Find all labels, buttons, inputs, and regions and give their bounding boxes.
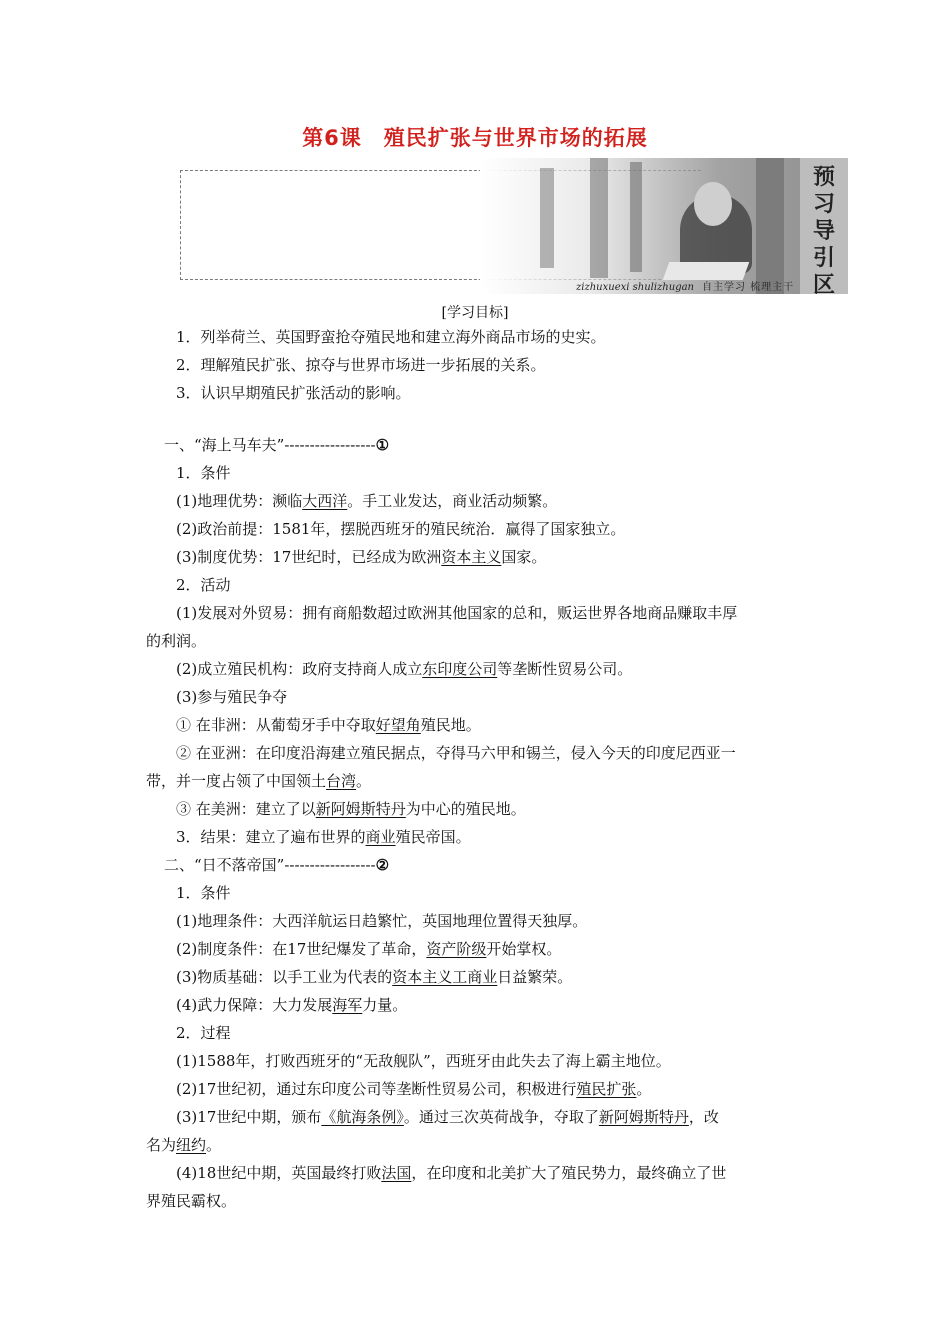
subheading: 2．过程 (176, 1024, 231, 1042)
section-2-heading: 二、“日不落帝国”------------------② (164, 856, 390, 874)
text-line: 名为纽约。 (146, 1136, 222, 1154)
text-line: (3)制度优势：17世纪时，已经成为欧洲资本主义国家。 (176, 548, 547, 566)
objectives-heading: [学习目标] (441, 305, 509, 321)
answer-blank: 法国 (381, 1164, 412, 1182)
banner-side-text: 预 习 导 引 区 (812, 165, 835, 298)
text-line: ③ 在美洲：建立了以新阿姆斯特丹为中心的殖民地。 (176, 800, 526, 818)
text-line: 3．结果：建立了遍布世界的商业殖民帝国。 (176, 828, 471, 846)
text-line: 带，并一度占领了中国领土台湾。 (146, 772, 372, 790)
subheading: 2．活动 (176, 576, 231, 594)
text-line: (2)17世纪初，通过东印度公司等垄断性贸易公司，积极进行殖民扩张。 (176, 1080, 652, 1098)
text-line: (1)地理优势：濒临大西洋。手工业发达，商业活动频繁。 (176, 492, 558, 510)
text-line: (2)制度条件：在17世纪爆发了革命，资产阶级开始掌权。 (176, 940, 562, 958)
page-title: 第6课 殖民扩张与世界市场的拓展 (302, 126, 648, 150)
answer-blank: 纽约 (176, 1136, 207, 1154)
text-line: (3)参与殖民争夺 (176, 688, 288, 706)
text-line: (3)17世纪中期，颁布《航海条例》。通过三次英荷战争，夺取了新阿姆斯特丹，改 (176, 1108, 719, 1126)
answer-blank: 新阿姆斯特丹 (598, 1108, 689, 1126)
answer-blank: 商业 (365, 828, 396, 846)
answer-blank: 殖民扩张 (576, 1080, 637, 1098)
text-line: ① 在非洲：从葡萄牙手中夺取好望角殖民地。 (176, 716, 481, 734)
text-line: 界殖民霸权。 (146, 1192, 237, 1210)
answer-blank: 大西洋 (302, 492, 348, 510)
section-1-heading: 一、“海上马车夫”------------------① (164, 436, 390, 454)
answer-blank: 《航海条例》 (321, 1108, 404, 1126)
text-line: (1)发展对外贸易：拥有商船数超过欧洲其他国家的总和，贩运世界各地商品赚取丰厚 (176, 604, 738, 622)
text-line: (1)地理条件：大西洋航运日趋繁忙，英国地理位置得天独厚。 (176, 912, 588, 930)
answer-blank: 资产阶级 (426, 940, 487, 958)
text-line: ② 在亚洲：在印度沿海建立殖民据点，夺得马六甲和锡兰，侵入今天的印度尼西亚一 (176, 744, 736, 762)
answer-blank: 资本主义 (441, 548, 502, 566)
banner-caption: zizhuxuexi shulizhugan 自主学习 梳理主干 (576, 282, 795, 293)
text-line: (2)成立殖民机构：政府支持商人成立东印度公司等垄断性贸易公司。 (176, 660, 633, 678)
answer-blank: 新阿姆斯特丹 (315, 800, 406, 818)
text-line: (4)18世纪中期，英国最终打败法国，在印度和北美扩大了殖民势力，最终确立了世 (176, 1164, 727, 1182)
answer-blank: 东印度公司 (422, 660, 498, 678)
text-line: (4)武力保障：大力发展海军力量。 (176, 996, 408, 1014)
text-line: (1)1588年，打败西班牙的“无敌舰队”，西班牙由此失去了海上霸主地位。 (176, 1052, 671, 1070)
subheading: 1．条件 (176, 464, 231, 482)
text-line: (2)政治前提：1581年，摆脱西班牙的殖民统治．赢得了国家独立。 (176, 520, 626, 538)
text-line: 的利润。 (146, 632, 207, 650)
answer-blank: 好望角 (375, 716, 421, 734)
banner-photo (480, 158, 848, 294)
objective-item: 2．理解殖民扩张、掠夺与世界市场进一步拓展的关系。 (176, 356, 546, 374)
banner-side-panel (800, 158, 848, 298)
answer-blank: 资本主义工商业 (392, 968, 498, 986)
student-face (694, 182, 732, 226)
answer-blank: 台湾 (326, 772, 357, 790)
preview-banner (180, 158, 848, 298)
objective-item: 3．认识早期殖民扩张活动的影响。 (176, 384, 411, 402)
answer-blank: 海军 (332, 996, 363, 1014)
subheading: 1．条件 (176, 884, 231, 902)
objective-item: 1．列举荷兰、英国野蛮抢夺殖民地和建立海外商品市场的史实。 (176, 328, 606, 346)
text-line: (3)物质基础：以手工业为代表的资本主义工商业日益繁荣。 (176, 968, 573, 986)
